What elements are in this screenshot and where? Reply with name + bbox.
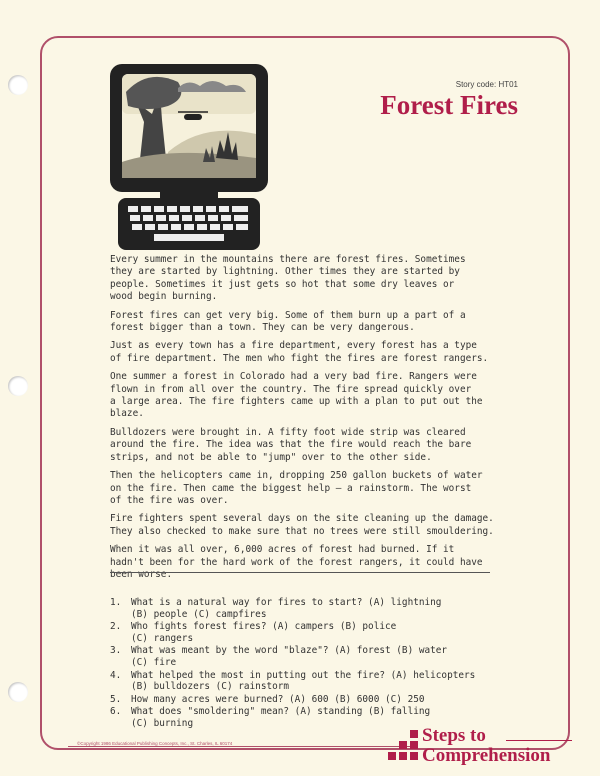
- binder-hole-top: [8, 75, 28, 95]
- brand-rule: [506, 740, 572, 741]
- question-text: Who fights forest fires? (A) campers (B) police (C) rangers: [131, 621, 397, 644]
- question-number: 6.: [110, 706, 122, 718]
- question-item: [110, 670, 510, 693]
- question-number: 1.: [110, 597, 122, 608]
- question-text: What helped the most in putting out the fire? (A) helicopters (B) bulldozers (C) rainstorm: [131, 669, 476, 693]
- page-title: Forest Fires: [380, 90, 518, 120]
- question-number: 5.: [110, 693, 122, 705]
- question-number: 4.: [110, 669, 122, 681]
- logo-squares-icon: [388, 730, 418, 760]
- brand-line-2: Comprehension: [422, 745, 551, 766]
- question-text: What is a natural way for fires to start? (A) lightning (B) people (C) campfires: [131, 597, 442, 620]
- question-number: 3.: [110, 645, 122, 657]
- story-paragraph: Just as every town has a fire department, every forest has a type of fire department. The men who fight the fires are forest rangers.: [110, 340, 489, 364]
- binder-hole-bottom: [8, 682, 28, 702]
- brand-line-1: Steps to: [422, 725, 486, 746]
- question-item: [110, 645, 510, 668]
- story-paragraph: One summer a forest in Colorado had a very bad fire. Rangers were flown in from all over the country. The fire spread quickly over a large area. The fire fighters came up with a plan to put out the blaze.: [110, 371, 483, 420]
- question-text: How many acres were burned? (A) 600 (B) 6000 (C) 250: [131, 693, 425, 705]
- story-paragraph: When it was all over, 6,000 acres of forest had burned. If it hadn't been for the hard work of the forest rangers, it could have been worse.: [110, 544, 483, 580]
- section-divider: [110, 572, 490, 573]
- question-item: [110, 694, 510, 706]
- question-text: What was meant by the word "blaze"? (A) forest (B) water (C) fire: [131, 645, 448, 668]
- story-paragraph: Every summer in the mountains there are forest fires. Sometimes they are started by lightning. Other times they are started by people. Sometimes it just gets so hot that some dry leaves or wood begin burning.: [110, 254, 466, 303]
- story-paragraph: Bulldozers were brought in. A fifty foot wide strip was cleared around the fire. The idea was that the fire would reach the bare strips, and not be able to "jump" over to the other side.: [110, 426, 472, 463]
- question-number: 2.: [110, 621, 122, 633]
- binder-hole-middle: [8, 376, 28, 396]
- steps-to-comprehension-logo: [388, 722, 578, 766]
- question-item: [110, 597, 510, 620]
- question-list: [110, 597, 510, 731]
- question-item: [110, 621, 510, 644]
- computer-forest-fire-illustration-icon: [108, 62, 270, 252]
- story-text: [110, 254, 495, 587]
- story-paragraph: Fire fighters spent several days on the site cleaning up the damage. They also checked to make sure that no trees were still smouldering.: [110, 513, 494, 537]
- story-code: Story code: HT01: [455, 80, 518, 89]
- footer-rule: [68, 746, 410, 747]
- story-paragraph: Then the helicopters came in, dropping 250 gallon buckets of water on the fire. Then came the biggest help — a rainstorm. The worst of the fire was over.: [110, 470, 483, 506]
- story-paragraph: Forest fires can get very big. Some of them burn up a part of a forest bigger than a town. They can be very dangerous.: [110, 309, 466, 334]
- copyright-notice: ©Copyright 1986 Educational Publishing Concepts, Inc., St. Charles, IL 60174: [74, 741, 235, 746]
- question-text: What does "smoldering" mean? (A) standing (B) falling (C) burning: [131, 706, 431, 729]
